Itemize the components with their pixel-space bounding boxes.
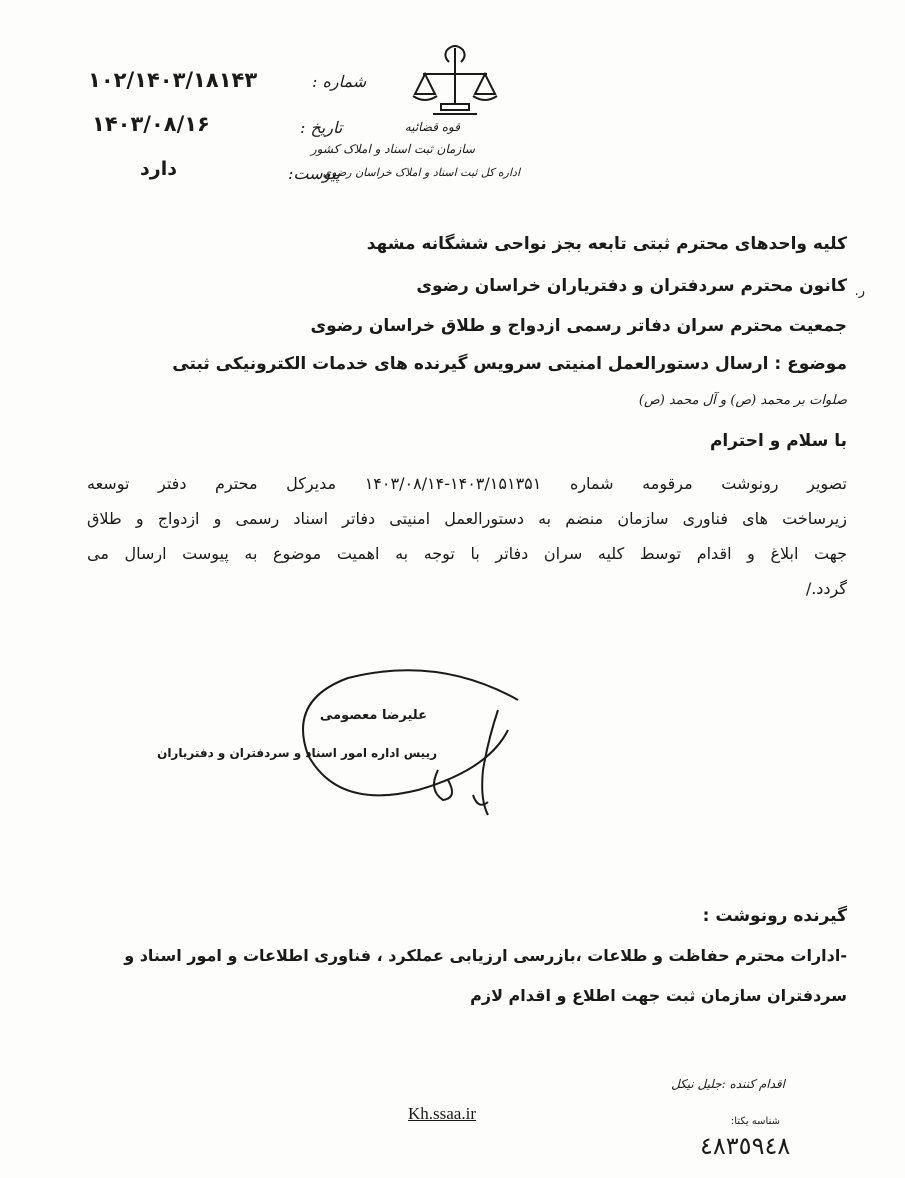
signatory-title: رییس اداره امور اسناد و سردفتران و دفتریاران bbox=[157, 746, 437, 760]
subject-label: موضوع : bbox=[774, 354, 847, 374]
body-line-1: تصویر رونوشت مرقومه شماره ۱۴۰۳/۱۵۱۳۵۱-۱۴۰۳/۰۸/۱۴ مدیرکل محترم دفتر توسعه bbox=[87, 474, 848, 493]
date-label: تاریخ : bbox=[300, 118, 343, 137]
tracking-label: شناسه یکتا: bbox=[730, 1116, 780, 1127]
action-by: اقدام کننده :جلیل نیکل bbox=[671, 1077, 785, 1091]
number-label: شماره : bbox=[312, 72, 367, 91]
department-name: اداره کل ثبت اسناد و املاک خراسان رضوی bbox=[322, 166, 520, 179]
body-line-4: گردد./ bbox=[805, 579, 847, 598]
attachment-label: پیوست: bbox=[288, 164, 341, 183]
recipient-line-1: کلیه واحدهای محترم ثبتی تابعه بجز نواحی ششگانه مشهد bbox=[366, 234, 847, 254]
subject-line bbox=[172, 354, 847, 374]
body-line-3: جهت ابلاغ و اقدام توسط کلیه سران دفاتر با توجه به اهمیت موضوع به پیوست ارسال می bbox=[87, 544, 847, 563]
signatory-name: علیرضا معصومی bbox=[319, 708, 427, 723]
judiciary-label: قوه قضائیه bbox=[404, 120, 460, 134]
cc-line-1: -ادارات محترم حفاظت و طلاعات ،بازرسی ارزیابی عملکرد ، فناوری اطلاعات و امور اسناد و bbox=[124, 946, 847, 965]
salutation-prayer: صلوات بر محمد (ص) و آل محمد (ص) bbox=[638, 393, 847, 408]
website-link[interactable]: Kh.ssaa.ir bbox=[408, 1104, 476, 1123]
tracking-number: ٤٨٣٥٩٤٨ bbox=[700, 1132, 791, 1160]
cc-heading: گیرنده رونوشت : bbox=[702, 906, 847, 926]
organization-name: سازمان ثبت اسناد و املاک کشور bbox=[310, 142, 475, 156]
recipient-prefix: ر. bbox=[854, 284, 865, 299]
body-paragraph bbox=[87, 466, 847, 606]
judiciary-emblem-icon bbox=[405, 42, 505, 122]
letter-date: ۱۴۰۳/۰۸/۱۶ bbox=[92, 112, 210, 136]
letter-number: ۱۰۲/۱۴۰۳/۱۸۱۴۳ bbox=[88, 68, 258, 92]
cc-line-2: سردفتران سازمان ثبت جهت اطلاع و اقدام لازم bbox=[470, 986, 847, 1005]
subject-text: ارسال دستورالعمل امنیتی سرویس گیرنده های خدمات الکترونیکی ثبتی bbox=[172, 354, 769, 374]
attachment-value: دارد bbox=[140, 158, 177, 180]
greeting: با سلام و احترام bbox=[709, 431, 847, 451]
body-line-2: زیرساخت های فناوری سازمان منضم به دستورالعمل امنیتی دفاتر اسناد رسمی و ازدواج و طلاق bbox=[87, 509, 847, 528]
recipient-line-2: کانون محترم سردفتران و دفتریاران خراسان رضوی bbox=[416, 276, 847, 296]
recipient-line-3: جمعیت محترم سران دفاتر رسمی ازدواج و طلاق خراسان رضوی bbox=[310, 316, 847, 336]
